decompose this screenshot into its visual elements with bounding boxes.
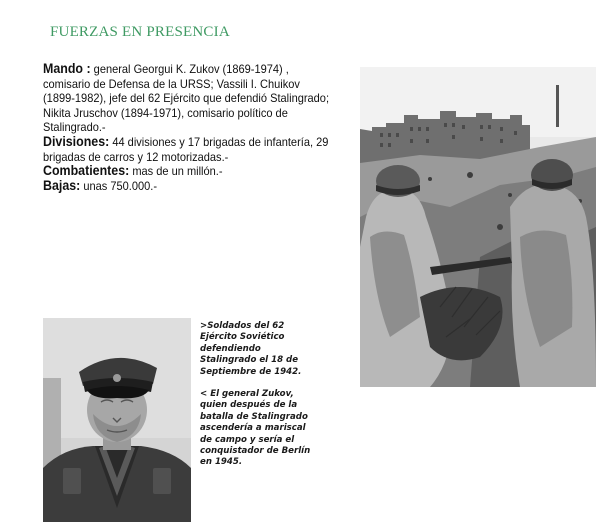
fact-combatientes-label: Combatientes: bbox=[43, 163, 130, 179]
fact-bajas bbox=[43, 179, 330, 194]
caption-soldiers: >Soldados del 62 Ejército Soviético defendiendo Stalingrado el 18 de Septiembre de 1942. bbox=[200, 321, 302, 377]
fact-divisiones-label: Divisiones: bbox=[43, 133, 110, 149]
fact-divisiones-text: 44 divisiones y 17 brigadas de infantería, 29 brigadas de carros y 12 motorizadas.- bbox=[43, 134, 329, 164]
fact-bajas-text: unas 750.000.- bbox=[80, 178, 158, 193]
fact-mando-text: general Georgui K. Zukov (1869-1974) , comisario de Defensa de la URSS; Vassili I. Chuikov (1899-1982), jefe del 62 Ejército que defendió Stalingrado; Nikita Jruschov (1894-1971), comisario político de Stalingrado.- bbox=[43, 62, 330, 135]
photo-general-zhukov bbox=[43, 318, 191, 522]
caption-zhukov: < El general Zukov, quien después de la batalla de Stalingrado ascendería a mariscal de campo y sería el conquistador de Berlín en 1945. bbox=[200, 389, 311, 468]
photo-soldiers-stalingrad bbox=[360, 67, 596, 387]
fact-bajas-label: Bajas: bbox=[43, 177, 81, 193]
fact-mando-label: Mando : bbox=[43, 61, 91, 76]
fact-divisiones bbox=[43, 135, 330, 164]
fact-mando bbox=[43, 62, 330, 135]
fact-combatientes-text: mas de un millón.- bbox=[129, 164, 223, 179]
fact-combatientes bbox=[43, 164, 330, 179]
page-title: FUERZAS EN PRESENCIA bbox=[50, 24, 230, 40]
forces-facts bbox=[43, 62, 330, 193]
photo-captions bbox=[200, 321, 318, 480]
